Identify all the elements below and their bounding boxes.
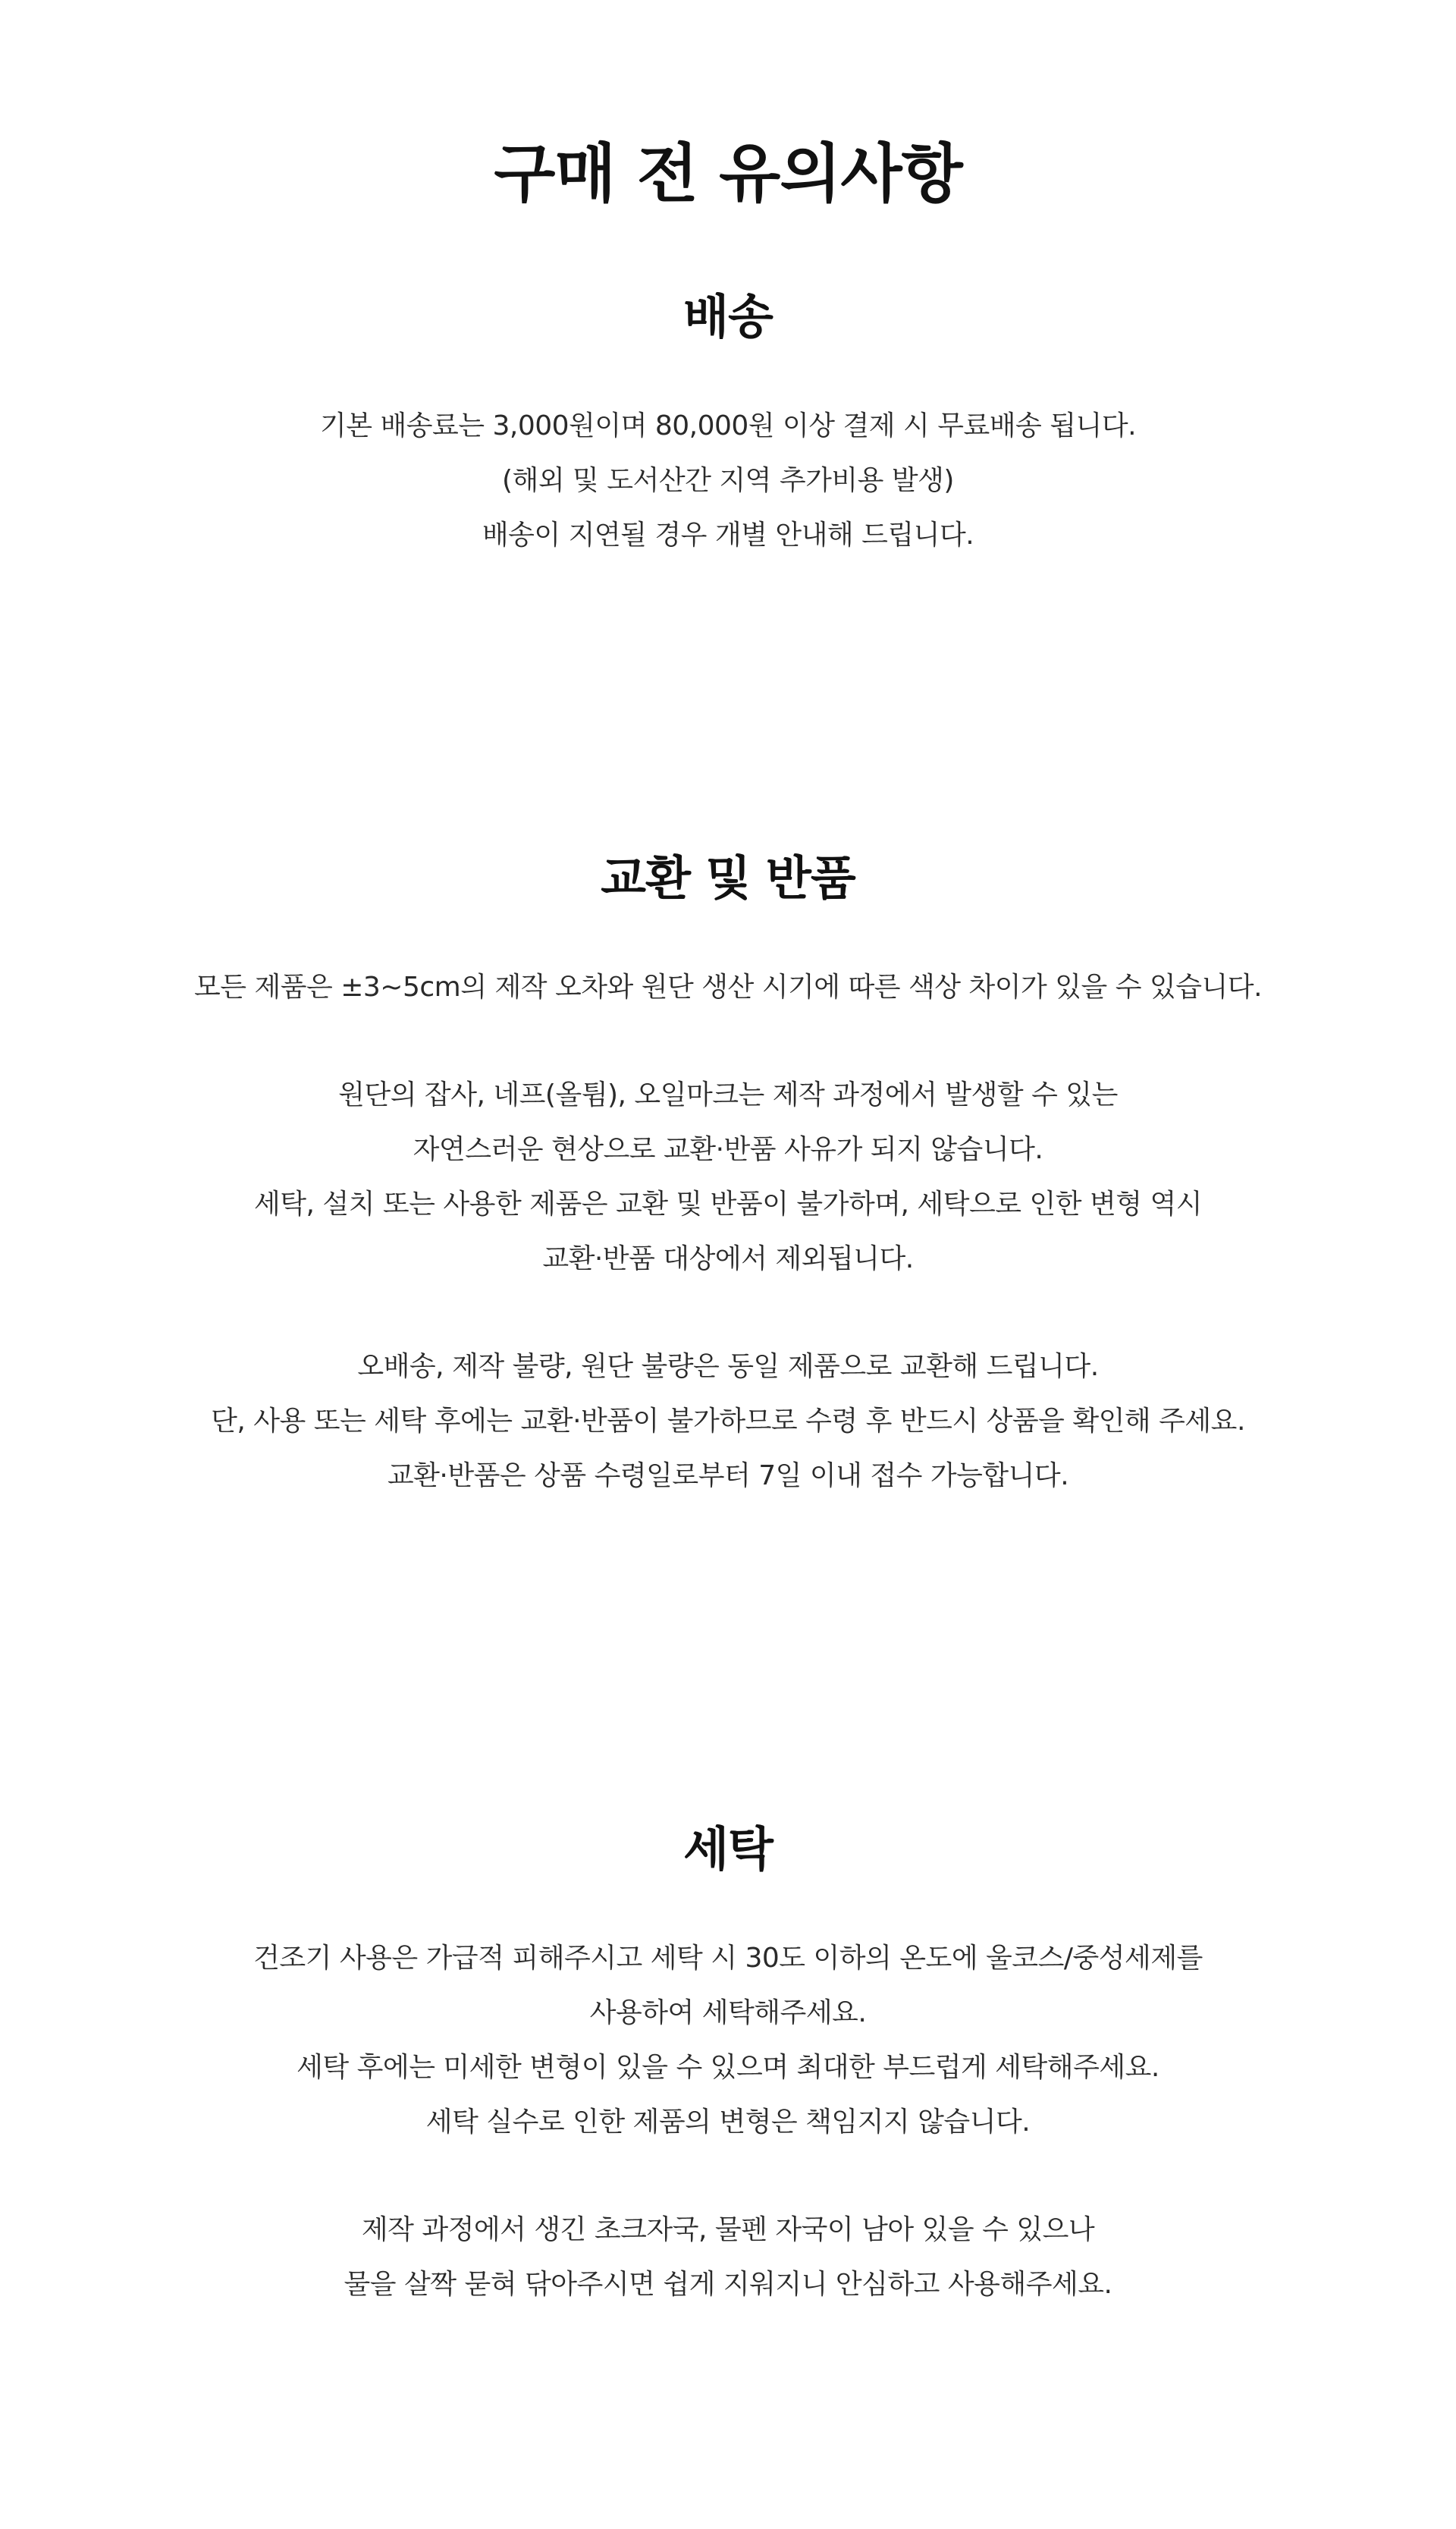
text-line: 사용하여 세탁해주세요. [589,1997,867,2028]
text-line: 기본 배송료는 3,000원이며 80,000원 이상 결제 시 무료배송 됩니다. [319,410,1137,441]
text-line: 세탁 후에는 미세한 변형이 있을 수 있으며 최대한 부드럽게 세탁해주세요. [297,2052,1159,2083]
washing-section [0,1819,1456,2312]
text-line: 세탁, 설치 또는 사용한 제품은 교환 및 반품이 불가하며, 세탁으로 인한 변형 역시 [253,1189,1203,1220]
paragraph [0,399,1456,563]
exchange-return-section [0,848,1456,1503]
text-line: 제작 과정에서 생긴 초크자국, 물펜 자국이 남아 있을 수 있으나 [361,2214,1095,2245]
text-line: 단, 사용 또는 세탁 후에는 교환·반품이 불가하므로 수령 후 반드시 상품을 확인해 주세요. [211,1406,1245,1437]
paragraph [0,1931,1456,2150]
text-line: (해외 및 도서산간 지역 추가비용 발생) [502,465,954,496]
section-title-exchange-return: 교환 및 반품 [601,850,855,906]
text-line: 물을 살짝 묻혀 닦아주시면 쉽게 지워지니 안심하고 사용해주세요. [344,2269,1112,2300]
paragraph [0,1340,1456,1503]
text-line: 배송이 지연될 경우 개별 안내해 드립니다. [482,520,974,551]
text-line: 교환·반품은 상품 수령일로부터 7일 이내 접수 가능합니다. [387,1460,1069,1491]
paragraph [0,960,1456,1015]
shipping-body [0,399,1456,563]
text-line: 교환·반품 대상에서 제외됩니다. [542,1243,914,1274]
text-line: 오배송, 제작 불량, 원단 불량은 동일 제품으로 교환해 드립니다. [357,1351,1099,1382]
washing-body [0,1931,1456,2312]
section-title-washing: 세탁 [683,1821,773,1877]
section-title-shipping: 배송 [683,289,773,344]
paragraph [0,1068,1456,1286]
text-line: 세탁 실수로 인한 제품의 변형은 책임지지 않습니다. [425,2106,1031,2138]
page-title: 구매 전 유의사항 [494,137,962,212]
exchange-return-body [0,960,1456,1503]
text-line: 건조기 사용은 가급적 피해주시고 세탁 시 30도 이하의 온도에 울코스/중성세제를 [253,1943,1203,1974]
text-line: 자연스러운 현상으로 교환·반품 사유가 되지 않습니다. [413,1134,1043,1165]
paragraph [0,2203,1456,2312]
text-line: 모든 제품은 ±3~5cm의 제작 오차와 원단 생산 시기에 따른 색상 차이가 있을 수 있습니다. [193,972,1263,1003]
shipping-section [0,287,1456,563]
text-line: 원단의 잡사, 네프(올튐), 오일마크는 제작 과정에서 발생할 수 있는 [338,1079,1118,1111]
